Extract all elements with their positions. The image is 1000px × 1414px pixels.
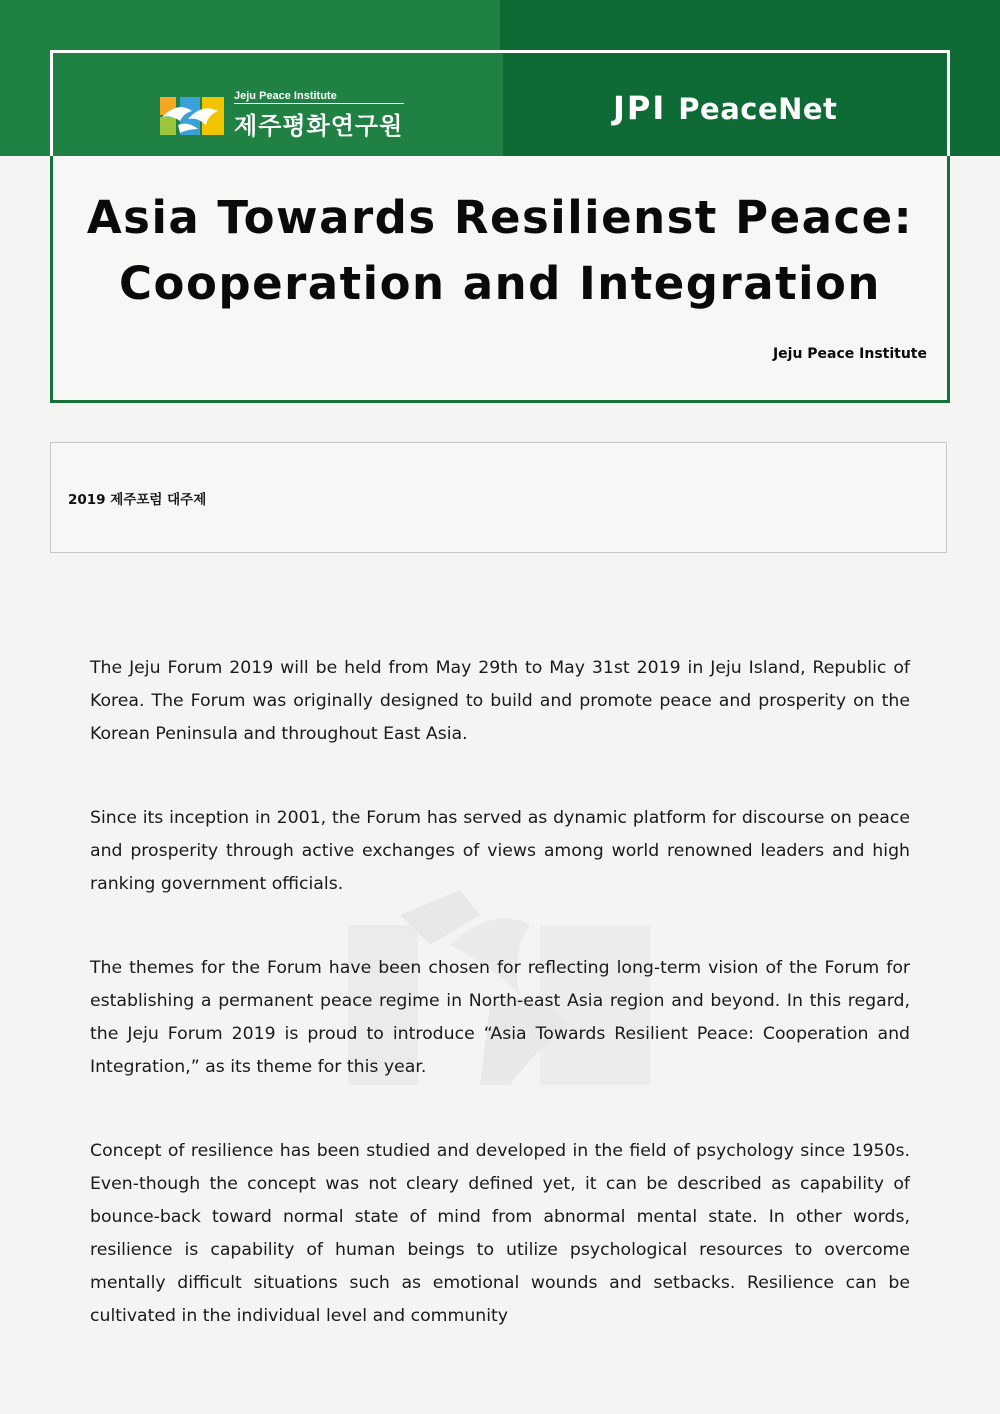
frame-edge-left [50, 50, 53, 156]
paragraph: The Jeju Forum 2019 will be held from May 29th to May 31st 2019 in Jeju Island, Republic of Korea. The Forum was originally designed to build and promote peace and prosperity on the Korean Peninsula and throughout East Asia. [90, 658, 910, 744]
jpi-mark: JPI [613, 89, 667, 127]
frame-edge-right [947, 50, 950, 156]
subject-box [50, 442, 947, 553]
peacenet-wordmark: PeaceNet [678, 92, 838, 126]
title-frame [50, 50, 950, 403]
subject-label: 2019 제주포럼 대주제 [68, 492, 207, 508]
peacenet-logo [613, 89, 837, 127]
paragraph: Since its inception in 2001, the Forum has served as dynamic platform for discourse on peace and prosperity through active exchanges of views among world renowned leaders and high ranking government officials. [90, 808, 910, 894]
document-title [53, 185, 947, 317]
institute-name-en: Jeju Peace Institute [234, 90, 404, 104]
institute-name-ko: 제주평화연구원 [234, 112, 404, 140]
document-author: Jeju Peace Institute [772, 346, 927, 362]
article-body [90, 652, 910, 1384]
paragraph: The themes for the Forum have been chosen for reflecting long-term vision of the Forum for establishing a permanent peace regime in North-east Asia region and beyond. In this regard, the Jeju Forum 2019 is proud to introduce “Asia Towards Resilient Peace: Cooperation and Integration,” as its theme for this year. [90, 958, 910, 1077]
title-line-1: Asia Towards Resilienst Peace: [86, 191, 914, 244]
dove-emblem-icon [158, 95, 226, 137]
title-line-2: Cooperation and Integration [119, 257, 881, 310]
paragraph: Concept of resilience has been studied and developed in the field of psychology since 1950s. Even-though the concept was not cleary defined yet, it can be described as capability of bounce-back toward normal state of mind from abnormal mental state. In other words, resilience is capability of human beings to utilize psychological resources to overcome mentally difficult situations such as emotional wounds and setbacks. Resilience can be cultivated in the individual level and community [90, 1141, 910, 1326]
jeju-peace-institute-logo [158, 90, 404, 141]
